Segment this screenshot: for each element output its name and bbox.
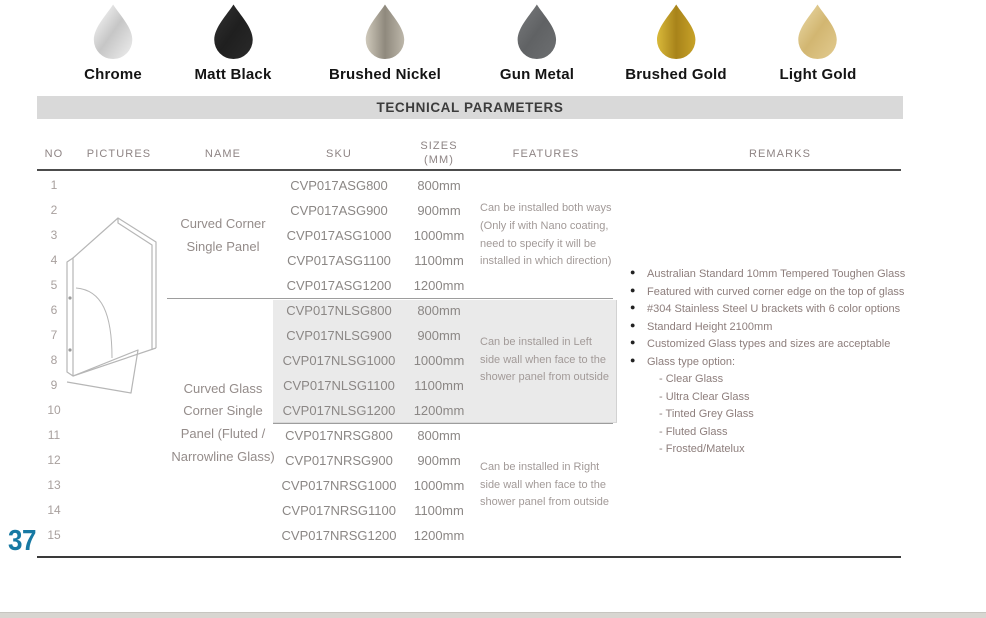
- size-cell: 800mm: [417, 178, 461, 193]
- finish-label: Brushed Nickel: [328, 66, 442, 83]
- sku-cell: CVP017ASG800: [290, 178, 388, 193]
- finish-label: Brushed Gold: [625, 66, 727, 83]
- group-features: Can be installed in Left side wall when face to the shower panel from outside: [480, 336, 610, 384]
- row-number: 9: [50, 378, 58, 392]
- column-header-features: FEATURES: [512, 148, 580, 160]
- column-header-sku: SKU: [326, 148, 352, 160]
- group-name: Curved Corner Single Panel: [180, 215, 266, 254]
- size-cell: 800mm: [417, 303, 461, 318]
- sku-cell: CVP017ASG1100: [287, 253, 391, 268]
- sku-column: [279, 173, 399, 548]
- finish-gun-metal: [500, 2, 574, 83]
- remark-item: ● Customized Glass types and sizes are acceptable: [630, 336, 905, 353]
- sku-cell: CVP017NRSG1200: [281, 528, 397, 543]
- remark-item: ● Standard Height 2100mm: [630, 319, 905, 336]
- glass-type-item: - Fluted Glass: [659, 425, 728, 438]
- column-header-name: NAME: [204, 148, 242, 160]
- glass-type-item: - Clear Glass: [659, 373, 724, 386]
- sku-cell: CVP017NRSG800: [285, 428, 393, 443]
- sku-cell: CVP017NLSG800: [286, 303, 392, 318]
- finish-brushed-gold: [625, 2, 727, 83]
- sku-cell: CVP017NRSG1100: [282, 503, 396, 518]
- drop-icon-gun-metal: [511, 2, 563, 62]
- size-cell: 1100mm: [414, 503, 464, 518]
- sku-cell: CVP017ASG900: [290, 203, 388, 218]
- row-number: 8: [50, 353, 58, 367]
- sizes-column: [399, 173, 479, 548]
- drop-icon-matt-black: [207, 2, 259, 62]
- row-number: 12: [47, 453, 61, 467]
- page-number: 37: [8, 523, 36, 557]
- section-title-bar: [37, 96, 903, 119]
- sku-cell: CVP017NLSG1200: [282, 403, 396, 418]
- remarks-list: [630, 265, 905, 459]
- sku-cell: CVP017NLSG1000: [282, 353, 396, 368]
- column-header-remarks: REMARKS: [748, 148, 812, 160]
- size-cell: 1000mm: [413, 353, 465, 368]
- row-number: 2: [50, 203, 58, 217]
- finish-label: Chrome: [84, 66, 142, 83]
- sku-cell: CVP017ASG1000: [286, 228, 392, 243]
- finish-label: Gun Metal: [499, 66, 575, 83]
- table-bottom-rule: [37, 556, 901, 558]
- size-cell: 1000mm: [413, 478, 465, 493]
- remark-item: ● Glass type option:: [630, 354, 905, 371]
- row-number: 5: [50, 278, 58, 292]
- row-number: 13: [47, 478, 61, 492]
- glass-type-item: - Frosted/Matelux: [659, 443, 745, 456]
- remark-item: ● Featured with curved corner edge on the top of glass: [630, 284, 905, 301]
- sku-cell: CVP017NLSG1100: [283, 378, 395, 393]
- size-cell: 1100mm: [414, 378, 464, 393]
- section-title: TECHNICAL PARAMETERS: [376, 100, 564, 115]
- column-header-sizes: SIZES (MM): [420, 140, 458, 166]
- finish-brushed-nickel: [329, 2, 441, 83]
- column-header-no: NO: [44, 148, 64, 160]
- size-cell: 900mm: [417, 453, 461, 468]
- sku-cell: CVP017ASG1200: [286, 278, 392, 293]
- size-cell: 900mm: [417, 203, 461, 218]
- next-page-edge: [0, 612, 986, 618]
- row-number: 4: [50, 253, 58, 267]
- group-features: Can be installed in Right side wall when face to the shower panel from outside: [480, 461, 610, 509]
- finish-light-gold: [780, 2, 857, 83]
- size-cell: 1200mm: [413, 528, 465, 543]
- remark-item: ● Australian Standard 10mm Tempered Toughen Glass: [630, 266, 905, 283]
- remarks-block: [630, 173, 906, 551]
- sku-cell: CVP017NLSG900: [286, 328, 392, 343]
- sku-cell: CVP017NRSG900: [285, 453, 393, 468]
- finish-label: Light Gold: [779, 66, 857, 83]
- finish-chrome: [84, 2, 142, 83]
- row-number: 11: [47, 428, 61, 442]
- sku-cell: CVP017NRSG1000: [281, 478, 397, 493]
- row-number: 15: [47, 528, 61, 542]
- column-header-pictures: PICTURES: [86, 148, 152, 160]
- size-cell: 1100mm: [414, 253, 464, 268]
- size-cell: 1200mm: [413, 278, 465, 293]
- finish-matt-black: [194, 2, 271, 83]
- drop-icon-chrome: [87, 2, 139, 62]
- row-number: 1: [50, 178, 58, 192]
- size-cell: 900mm: [417, 328, 461, 343]
- row-number: 14: [47, 503, 61, 517]
- drop-icon-brushed-nickel: [359, 2, 411, 62]
- glass-type-item: - Ultra Clear Glass: [659, 390, 750, 403]
- glass-type-item: - Tinted Grey Glass: [659, 408, 754, 421]
- finish-label: Matt Black: [194, 66, 272, 83]
- row-number: 10: [47, 403, 61, 417]
- drop-icon-brushed-gold: [650, 2, 702, 62]
- size-cell: 1000mm: [413, 228, 465, 243]
- row-number: 6: [50, 303, 58, 317]
- size-cell: 1200mm: [413, 403, 465, 418]
- remark-item: ● #304 Stainless Steel U brackets with 6 color options: [630, 301, 905, 318]
- row-number: 3: [50, 228, 58, 242]
- row-number: 7: [50, 328, 58, 342]
- drop-icon-light-gold: [792, 2, 844, 62]
- group-features: Can be installed both ways (Only if with Nano coating, need to specify it will be installed in which direction): [480, 202, 612, 268]
- group-name: Curved Glass Corner Single Panel (Fluted / Narrowline Glass): [171, 380, 275, 464]
- panel-illustration: [60, 210, 165, 400]
- size-cell: 800mm: [417, 428, 461, 443]
- header-rule: [37, 169, 901, 171]
